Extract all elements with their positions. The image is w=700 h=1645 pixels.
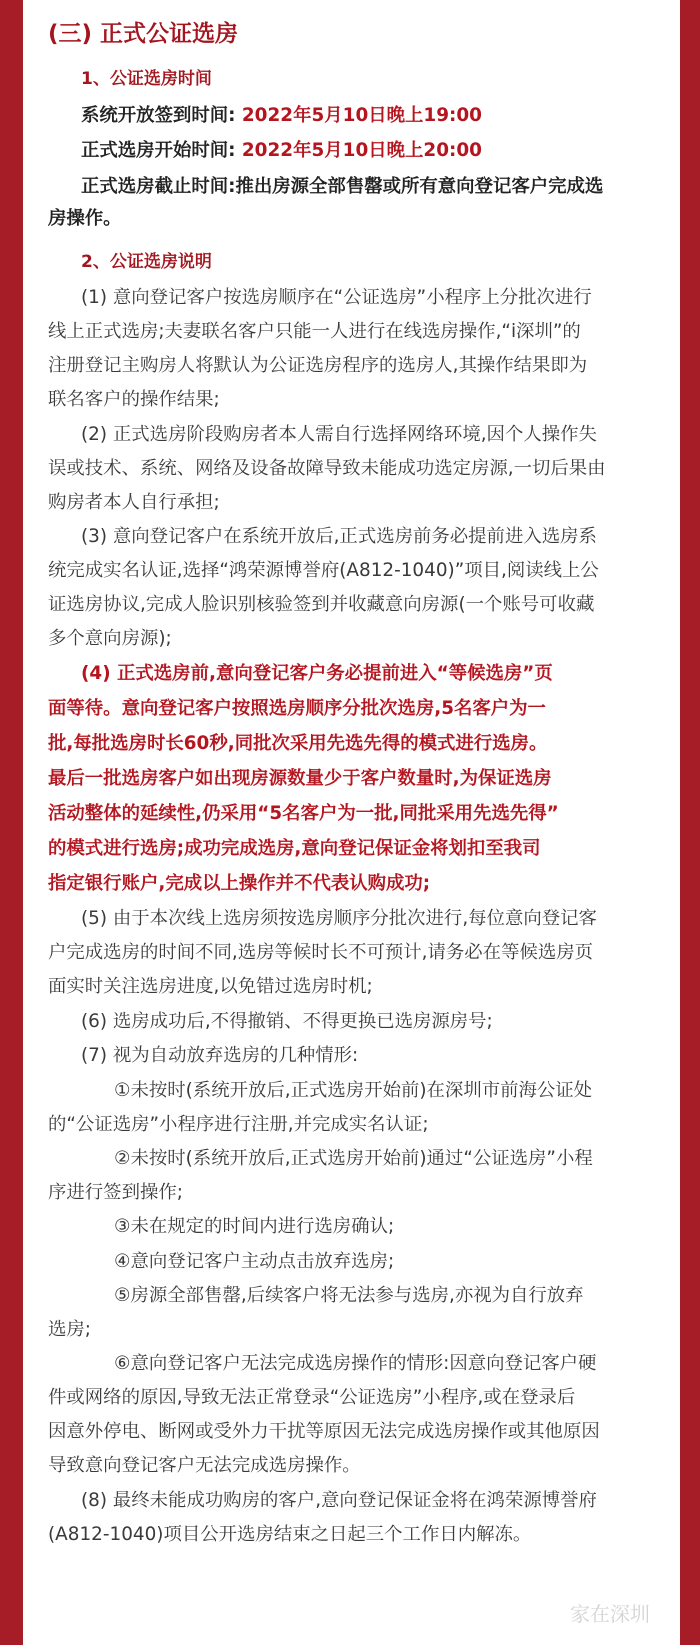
note-1-line-4: 联名客户的操作结果; xyxy=(48,389,220,410)
note-7-item-1-line-1: ①未按时(系统开放后,正式选房开始前)在深圳市前海公证处 xyxy=(114,1080,593,1101)
note-2-line-3: 购房者本人自行承担; xyxy=(48,492,220,513)
note-7-item-6-line-1: ⑥意向登记客户无法完成选房操作的情形:因意向登记客户硬 xyxy=(114,1353,597,1374)
note-5-line-1: (5) 由于本次线上选房须按选房顺序分批次进行,每位意向登记客 xyxy=(81,908,597,929)
document-page xyxy=(23,0,680,1645)
note-4-line-6: 的模式进行选房;成功完成选房,意向登记保证金将划扣至我司 xyxy=(48,838,541,859)
note-7-item-5-line-1: ⑤房源全部售罄,后续客户将无法参与选房,亦视为自行放弃 xyxy=(114,1285,584,1306)
start-time-value: 2022年5月10日晚上20:00 xyxy=(241,140,482,161)
deadline-line-2: 房操作。 xyxy=(48,208,122,229)
start-time-label: 正式选房开始时间: xyxy=(81,140,242,161)
note-3-line-3: 证选房协议,完成人脸识别核验签到并收藏意向房源(一个账号可收藏 xyxy=(48,594,595,615)
note-7-item-6-line-3: 因意外停电、断网或受外力干扰等原因无法完成选房操作或其他原因 xyxy=(48,1421,600,1442)
subsection-title-notes: 2、公证选房说明 xyxy=(81,252,212,272)
section-title: (三) 正式公证选房 xyxy=(48,21,239,47)
note-7-item-2-line-2: 序进行签到操作; xyxy=(48,1182,183,1203)
note-3-line-1: (3) 意向登记客户在系统开放后,正式选房前务必提前进入选房系 xyxy=(81,526,597,547)
note-4-line-4: 最后一批选房客户如出现房源数量少于客户数量时,为保证选房 xyxy=(48,768,552,789)
note-7-item-2-line-1: ②未按时(系统开放后,正式选房开始前)通过“公证选房”小程 xyxy=(114,1148,593,1169)
note-4-line-1: (4) 正式选房前,意向登记客户务必提前进入“等候选房”页 xyxy=(81,663,553,684)
note-5-line-3: 面实时关注选房进度,以免错过选房时机; xyxy=(48,976,373,997)
watermark-logo: 家在深圳 xyxy=(570,1602,650,1626)
note-7-item-6-line-2: 件或网络的原因,导致无法正常登录“公证选房”小程序,或在登录后 xyxy=(48,1387,576,1408)
note-8-line-2: (A812-1040)项目公开选房结束之日起三个工作日内解冻。 xyxy=(48,1524,532,1545)
checkin-time-value: 2022年5月10日晚上19:00 xyxy=(241,105,482,126)
checkin-time-row xyxy=(81,104,482,128)
note-7-item-5-line-2: 选房; xyxy=(48,1319,91,1340)
note-4-line-5: 活动整体的延续性,仍采用“5名客户为一批,同批采用先选先得” xyxy=(48,803,559,824)
note-5-line-2: 户完成选房的时间不同,选房等候时长不可预计,请务必在等候选房页 xyxy=(48,942,594,963)
note-7-item-3: ③未在规定的时间内进行选房确认; xyxy=(114,1216,395,1237)
note-8-line-1: (8) 最终未能成功购房的客户,意向登记保证金将在鸿荣源博誉府 xyxy=(81,1490,597,1511)
deadline-line-1: 正式选房截止时间:推出房源全部售罄或所有意向登记客户完成选 xyxy=(81,176,604,197)
note-3-line-4: 多个意向房源); xyxy=(48,628,172,649)
subsection-title-time: 1、公证选房时间 xyxy=(81,69,212,89)
note-6-line-1: (6) 选房成功后,不得撤销、不得更换已选房源房号; xyxy=(81,1011,493,1032)
note-1-line-2: 线上正式选房;夫妻联名客户只能一人进行在线选房操作,“i深圳”的 xyxy=(48,321,581,342)
start-time-row xyxy=(81,139,482,163)
note-1-line-3: 注册登记主购房人将默认为公证选房程序的选房人,其操作结果即为 xyxy=(48,355,588,376)
note-2-line-2: 误或技术、系统、网络及设备故障导致未能成功选定房源,一切后果由 xyxy=(48,458,606,479)
note-7-item-6-line-4: 导致意向登记客户无法完成选房操作。 xyxy=(48,1455,361,1476)
note-4-line-3: 批,每批选房时长60秒,同批次采用先选先得的模式进行选房。 xyxy=(48,733,548,754)
note-2-line-1: (2) 正式选房阶段购房者本人需自行选择网络环境,因个人操作失 xyxy=(81,424,597,445)
note-4-line-7: 指定银行账户,完成以上操作并不代表认购成功; xyxy=(48,873,431,894)
note-7-item-4: ④意向登记客户主动点击放弃选房; xyxy=(114,1251,395,1272)
note-1-line-1: (1) 意向登记客户按选房顺序在“公证选房”小程序上分批次进行 xyxy=(81,287,592,308)
checkin-time-label: 系统开放签到时间: xyxy=(81,105,242,126)
note-3-line-2: 统完成实名认证,选择“鸿荣源博誉府(A812-1040)”项目,阅读线上公 xyxy=(48,560,599,581)
note-4-line-2: 面等待。意向登记客户按照选房顺序分批次选房,5名客户为一 xyxy=(48,698,546,719)
note-7-item-1-line-2: 的“公证选房”小程序进行注册,并完成实名认证; xyxy=(48,1114,429,1135)
note-7-line-1: (7) 视为自动放弃选房的几种情形: xyxy=(81,1045,359,1066)
